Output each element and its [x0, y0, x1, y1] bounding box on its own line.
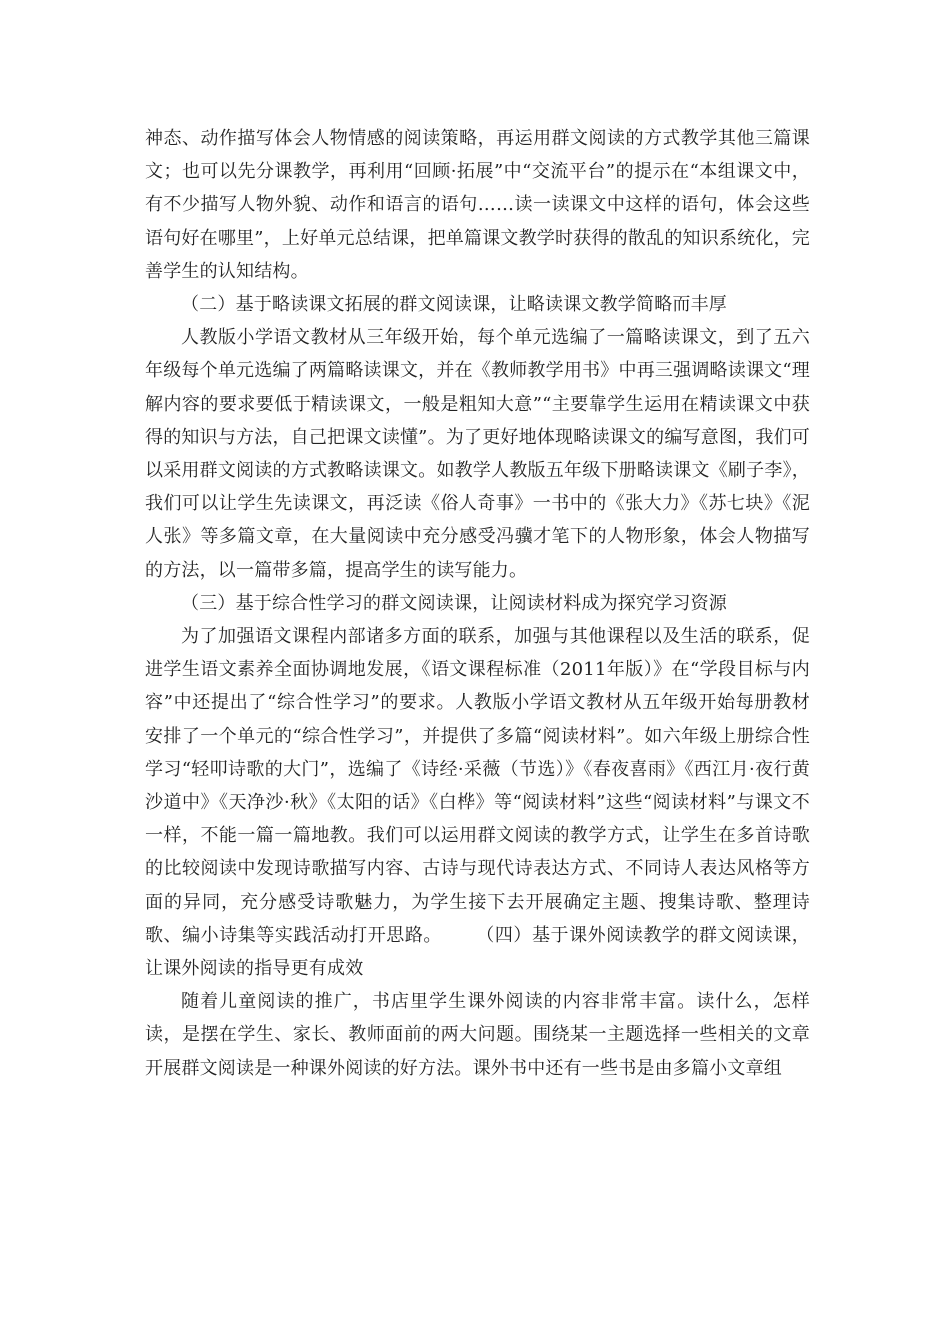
paragraph-4: 随着儿童阅读的推广，书店里学生课外阅读的内容非常丰富。读什么，怎样读，是摆在学生、家长、教师面前的两大问题。围绕某一主题选择一些相关的文章开展群文阅读是一种课外阅读的好方法。课外书中还有一些书是由多篇小文章组 [145, 991, 810, 1079]
section-heading-3: （三）基于综合性学习的群文阅读课，让阅读材料成为探究学习资源 [181, 592, 727, 614]
section-heading-2: （二）基于略读课文拓展的群文阅读课，让略读课文教学简略而丰厚 [181, 294, 727, 316]
paragraph-continuation: 神态、动作描写体会人物情感的阅读策略，再运用群文阅读的方式教学其他三篇课文；也可以先分课教学，再利用“回顾·拓展”中“交流平台”的提示在“本组课文中，有不少描写人物外貌、动作和语言的语句……读一读课文中这样的语句，体会这些语句好在哪里”，上好单元总结课，把单篇课文教学时获得的散乱的知识系统化，完善学生的认知结构。 [145, 128, 810, 282]
document-body [145, 122, 810, 1085]
paragraph-3-text: 为了加强语文课程内部诸多方面的联系，加强与其他课程以及生活的联系，促进学生语文素养全面协调地发展，《语文课程标准（2011年版）》在“学段目标与内容”中还提出了“综合性学习”的要求。人教版小学语文教材从五年级开始每册教材安排了一个单元的“综合性学习”，并提供了多篇“阅读材料”。如六年级上册综合性学习“轻叩诗歌的大门”，选编了《诗经·采薇（节选）》《春夜喜雨》《西江月·夜行黄沙道中》《天净沙·秋》《太阳的话》《白桦》等“阅读材料”这些“阅读材料”与课文不一样，不能一篇一篇地教。我们可以运用群文阅读的教学方式，让学生在多首诗歌的比较阅读中发现诗歌描写内容、古诗与现代诗表达方式、不同诗人表达风格等方面的异同，充分感受诗歌魅力，为学生接下去开展确定主题、搜集诗歌、整理诗歌、编小诗集等实践活动打开思路。 [145, 626, 810, 946]
paragraph-3-with-heading-4 [145, 620, 810, 985]
section-heading-4: （四）基于课外阅读教学的群文阅读课，让课外阅读的指导更有成效 [145, 924, 810, 980]
paragraph-2: 人教版小学语文教材从三年级开始，每个单元选编了一篇略读课文，到了五六年级每个单元选编了两篇略读课文，并在《教师教学用书》中再三强调略读课文“理解内容的要求要低于精读课文，一般是粗知大意”“主要靠学生运用在精读课文中获得的知识与方法，自己把课文读懂”。为了更好地体现略读课文的编写意图，我们可以采用群文阅读的方式教略读课文。如教学人教版五年级下册略读课文《刷子李》，我们可以让学生先读课文，再泛读《俗人奇事》一书中的《张大力》《苏七块》《泥人张》等多篇文章，在大量阅读中充分感受冯骥才笔下的人物形象，体会人物描写的方法，以一篇带多篇，提高学生的读写能力。 [145, 327, 810, 581]
